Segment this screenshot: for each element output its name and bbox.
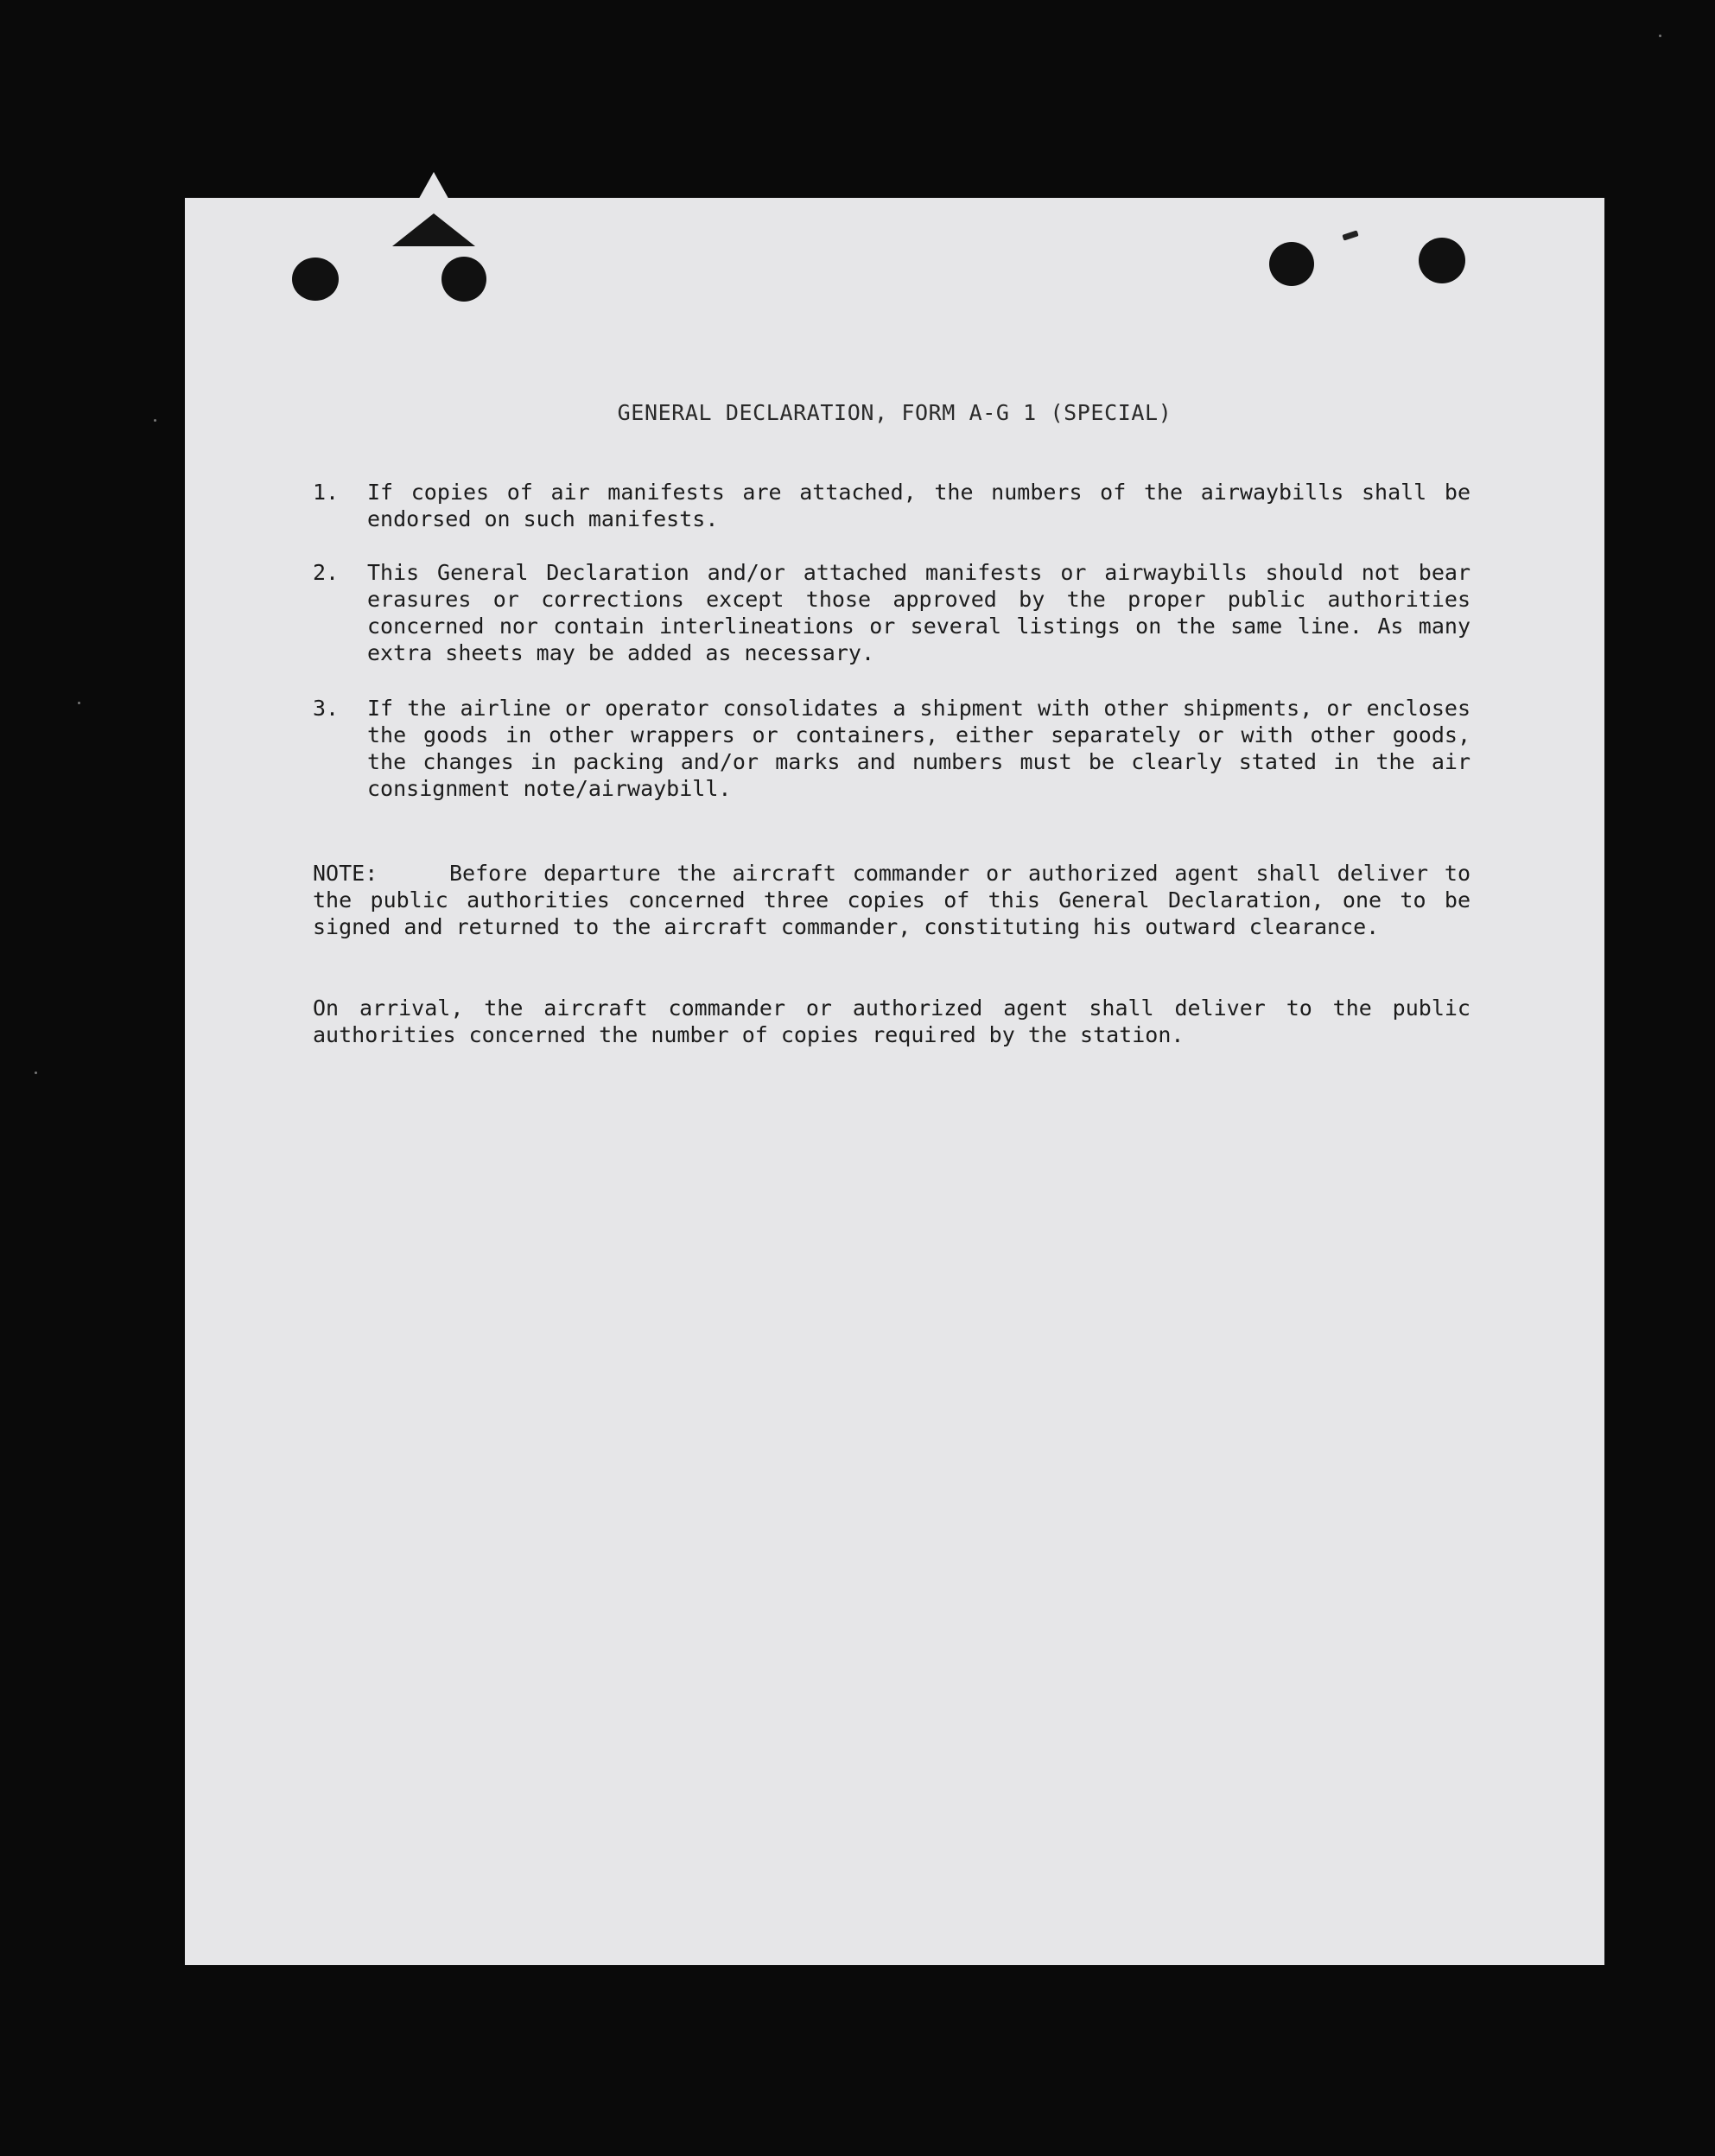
document-title: GENERAL DECLARATION, FORM A-G 1 (SPECIAL)	[617, 400, 1172, 425]
scan-speck	[1659, 35, 1661, 37]
instruction-item-1	[313, 479, 1470, 532]
ink-fleck	[1342, 230, 1358, 240]
paper-tear-shadow	[392, 213, 475, 246]
arrival-paragraph: On arrival, the aircraft commander or authorized agent shall deliver to the public authorities concerned the number of copies required by the station.	[313, 995, 1470, 1047]
punch-hole-icon	[441, 257, 486, 302]
note-paragraph	[313, 860, 1470, 940]
scan-speck	[78, 702, 80, 704]
instruction-item-2	[313, 559, 1470, 666]
scan-speck	[35, 1072, 37, 1074]
punch-hole-icon	[1269, 242, 1314, 286]
item-number: 2.	[313, 560, 340, 585]
instruction-item-3	[313, 695, 1470, 802]
punch-hole-icon	[292, 258, 339, 301]
scan-speck	[154, 419, 156, 422]
note-label: NOTE:	[313, 861, 378, 886]
item-text: This General Declaration and/or attached manifests or airwaybills should not bear erasures or corrections except those approved by the proper public authorities concerned nor contain interlineations or several listings on the same line. As many extra sheets may be added as necessary.	[367, 560, 1470, 665]
note-text: Before departure the aircraft commander or authorized agent shall deliver to the public authorities concerned three copies of this General Declaration, one to be signed and returned to the aircraft commander, constituting his outward clearance.	[313, 861, 1470, 939]
item-number: 3.	[313, 696, 340, 721]
document-page	[185, 198, 1604, 1965]
item-text: If copies of air manifests are attached, the numbers of the airwaybills shall be endorsed on such manifests.	[367, 480, 1470, 531]
item-text: If the airline or operator consolidates a shipment with other shipments, or encloses the goods in other wrappers or containers, either separately or with other goods, the changes in packing and/or marks and numbers must be clearly stated in the air consignment note/airwaybill.	[367, 696, 1470, 801]
punch-hole-icon	[1419, 238, 1465, 283]
item-number: 1.	[313, 480, 340, 505]
